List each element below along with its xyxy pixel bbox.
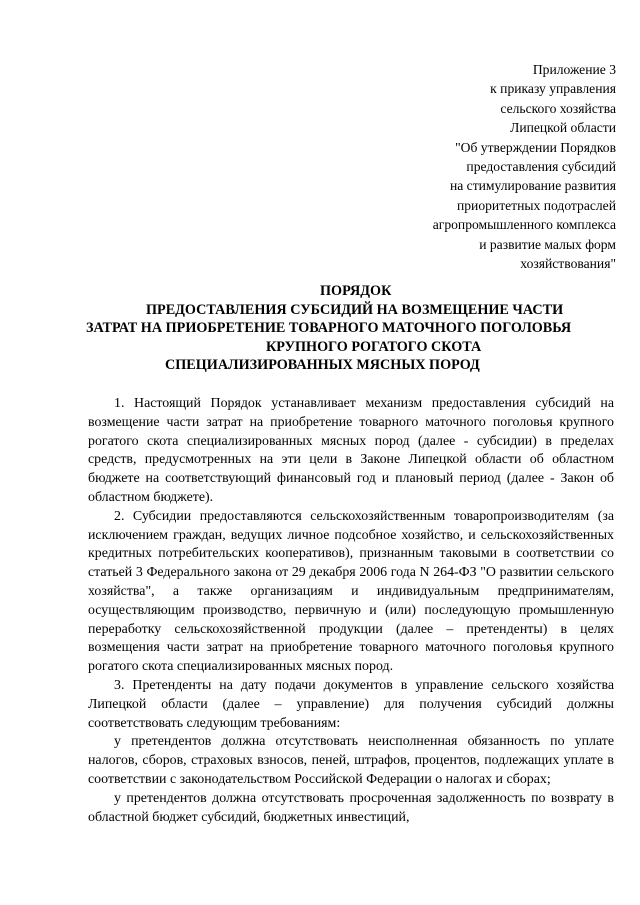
appendix-line: хозяйствования"	[520, 256, 616, 272]
appendix-line: "Об утверждении Порядков	[455, 139, 616, 155]
title-line: ЗАТРАТ НА ПРИОБРЕТЕНИЕ ТОВАРНОГО МАТОЧНОГО ПОГОЛОВЬЯ	[86, 320, 572, 337]
appendix-line: приоритетных подотраслей	[456, 197, 616, 213]
appendix-line: сельского хозяйства	[500, 100, 616, 116]
title-line: ПОРЯДОК	[320, 283, 392, 299]
appendix-line: к приказу управления	[490, 81, 616, 97]
appendix-header	[316, 60, 616, 273]
title-line: ПРЕДОСТАВЛЕНИЯ СУБСИДИЙ НА ВОЗМЕЩЕНИЕ ЧАСТИ	[146, 301, 564, 318]
appendix-line: Липецкой области	[510, 120, 616, 136]
appendix-line: Приложение 3	[532, 62, 616, 77]
appendix-line: агропромышленного комплекса	[432, 217, 616, 233]
paragraph-3-item-taxes: у претендентов должна отсутствовать неисполненная обязанность по уплате налогов, сборов, страховых взносов, пеней, штрафов, процентов, подлежащих уплате в соответствии с законодательством Российской Федерации о налогах и сборах;	[88, 734, 614, 787]
paragraph-3-item-debt: у претендентов должна отсутствовать просроченная задолженность по возврату в областной бюджет субсидий, бюджетных инвестиций,	[88, 790, 614, 825]
paragraph-3: 3. Претенденты на дату подачи документов в управление сельского хозяйства Липецкой области (далее – управление) для получения субсидий должны соответствовать следующим требованиям:	[88, 677, 614, 731]
appendix-line: на стимулирование развития	[449, 178, 616, 194]
appendix-line: предоставления субсидий	[466, 159, 616, 175]
title-line: КРУПНОГО РОГАТОГО СКОТА	[266, 338, 482, 355]
paragraph-1: 1. Настоящий Порядок устанавливает механизм предоставления субсидий на возмещение части затрат на приобретение товарного маточного поголовья крупного рогатого скота специализированных мясных пород (далее - субсидии) в пределах средств, предусмотренных на эти цели в Законе Липецкой области об областном бюджете на соответствующий финансовый год и плановый период (далее - Закон об областном бюджете).	[88, 396, 614, 505]
appendix-line: и развитие малых форм	[479, 236, 616, 252]
document-title	[70, 282, 610, 375]
title-line: СПЕЦИАЛИЗИРОВАННЫХ МЯСНЫХ ПОРОД	[165, 357, 480, 374]
paragraph-2: 2. Субсидии предоставляются сельскохозяйственным товаропроизводителям (за исключением граждан, ведущих личное подсобное хозяйство, и сельскохозяйственных кредитных потребительских кооперативов), признанным таковыми в соответствии со статьей 3 Федерального закона от 29 декабря 2006 года N 264-ФЗ "О развитии сельского хозяйства", а также организациям и индивидуальным предпринимателям, осуществляющим производство, первичную и (или) последующую промышленную переработку сельскохозяйственной продукции (далее – претенденты) в целях возмещения части затрат на приобретение товарного маточного поголовья крупного рогатого скота специализированных мясных пород.	[88, 508, 614, 675]
document-body	[88, 395, 614, 827]
